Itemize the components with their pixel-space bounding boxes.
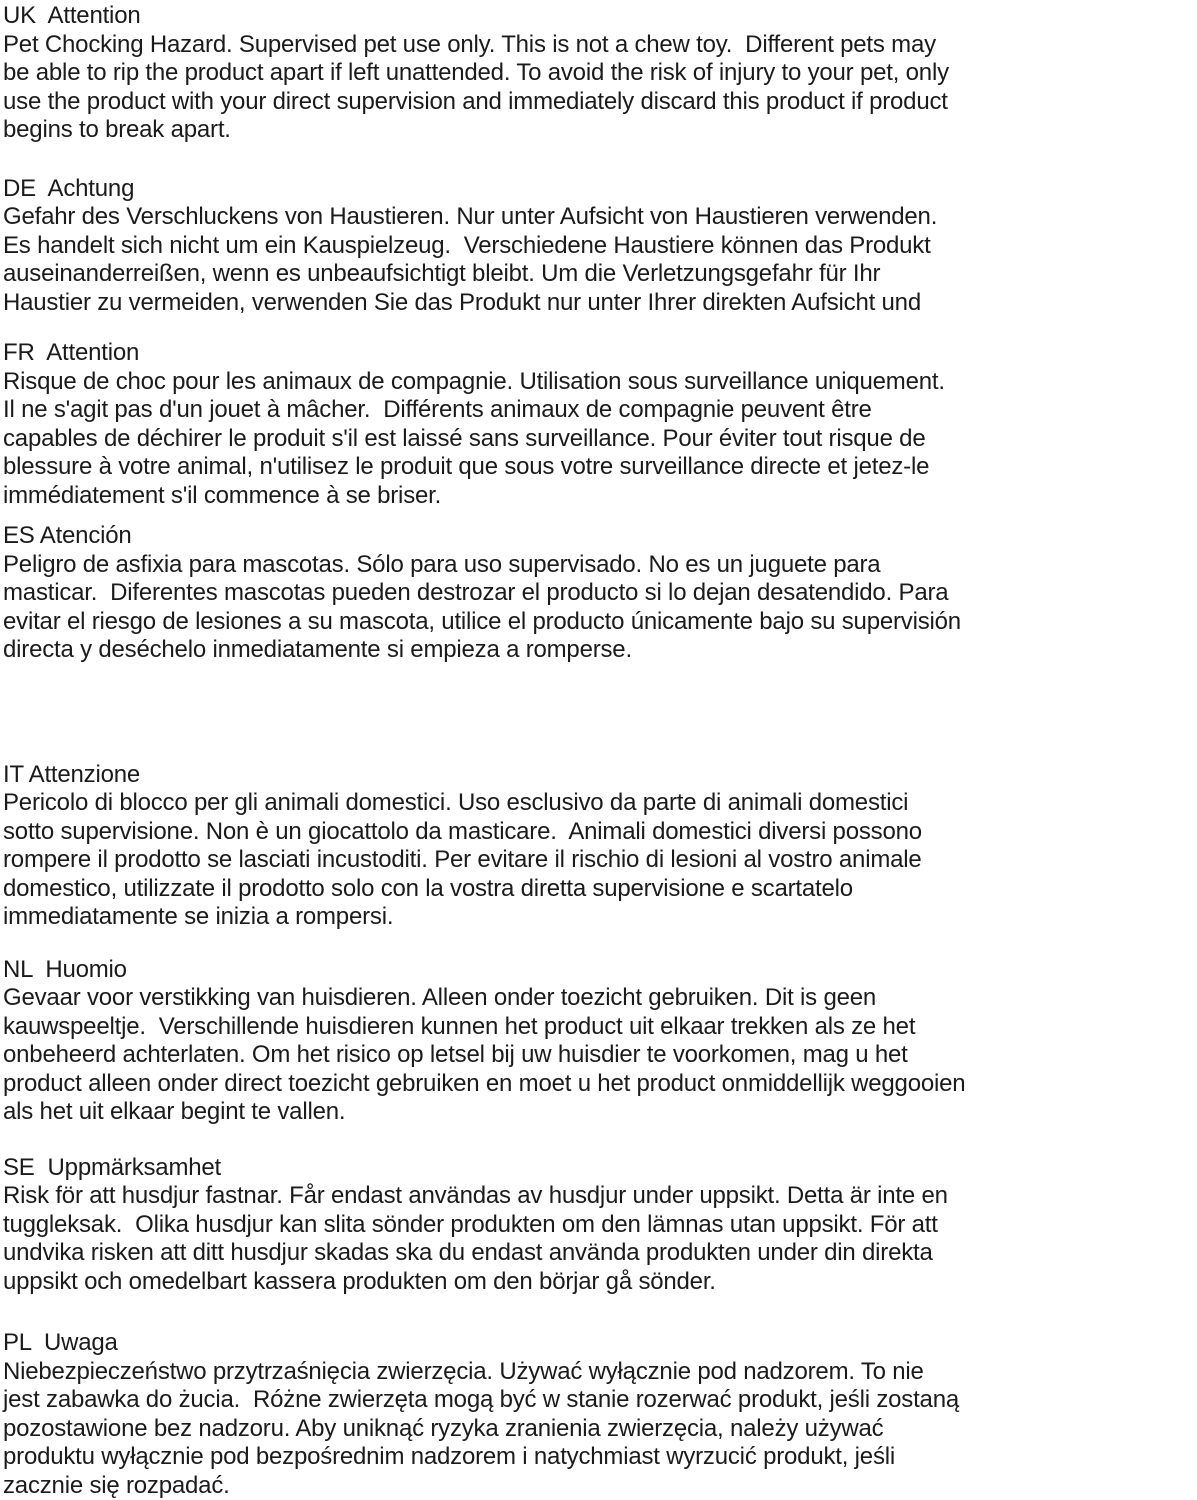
warning-section-se [3, 1154, 1193, 1297]
section-line: capables de déchirer le produit s'il est laissé sans surveillance. Pour éviter tout risque de [3, 424, 926, 452]
section-line: begins to break apart. [3, 116, 231, 143]
section-line: be able to rip the product apart if left unattended. To avoid the risk of injury to your pet, only [3, 59, 949, 86]
section-line: immediatamente se inizia a rompersi. [3, 903, 394, 930]
section-line: Il ne s'agit pas d'un jouet à mâcher. Différents animaux de compagnie peuvent être [3, 396, 872, 423]
section-line: undvika risken att ditt husdjur skadas ska du endast använda produkten under din direkta [3, 1239, 933, 1266]
section-line: Es handelt sich nicht um ein Kauspielzeug. Verschiedene Haustiere können das Produkt [3, 231, 931, 259]
section-line: als het uit elkaar begint te vallen. [3, 1098, 346, 1125]
warning-section-pl [3, 1329, 1193, 1500]
section-line: Risk för att husdjur fastnar. Får endast användas av husdjur under uppsikt. Detta är inte en [3, 1182, 948, 1209]
section-heading: ES Atención [3, 522, 132, 549]
section-line: zacznie się rozpadać. [3, 1471, 230, 1499]
section-heading: SE Uppmärksamhet [3, 1153, 222, 1181]
warning-section-it [3, 761, 1193, 932]
warning-section-uk [3, 2, 1193, 145]
section-line: Pet Chocking Hazard. Supervised pet use only. This is not a chew toy. Different pets may [3, 30, 936, 58]
warning-section-es [3, 522, 1193, 665]
section-line: evitar el riesgo de lesiones a su mascota, utilice el producto únicamente bajo su supervisión [3, 607, 961, 635]
section-line: masticar. Diferentes mascotas pueden destrozar el producto si lo dejan desatendido. Para [3, 579, 949, 606]
section-line: Pericolo di blocco per gli animali domestici. Uso esclusivo da parte di animali domestici [3, 789, 909, 816]
section-heading: FR Attention [3, 339, 140, 366]
section-line: directa y deséchelo inmediatamente si empieza a romperse. [3, 636, 632, 663]
section-line: kauwspeeltje. Verschillende huisdieren kunnen het product uit elkaar trekken als ze het [3, 1012, 916, 1040]
section-heading: PL Uwaga [3, 1329, 118, 1356]
section-line: Peligro de asfixia para mascotas. Sólo para uso supervisado. No es un juguete para [3, 550, 881, 578]
section-line: use the product with your direct supervision and immediately discard this product if product [3, 87, 948, 115]
section-heading: IT Attenzione [3, 760, 141, 788]
warning-section-fr [3, 339, 1193, 510]
section-line: Haustier zu vermeiden, verwenden Sie das Produkt nur unter Ihrer direkten Aufsicht und [3, 288, 921, 316]
section-line: rompere il prodotto se lasciati incustoditi. Per evitare il rischio di lesioni al vostro animale [3, 846, 922, 873]
section-line: blessure à votre animal, n'utilisez le produit que sous votre surveillance directe et jetez-le [3, 453, 930, 480]
section-line: auseinanderreißen, wenn es unbeaufsichtigt bleibt. Um die Verletzungsgefahr für Ihr [3, 260, 881, 287]
section-line: sotto supervisione. Non è un giocattolo da masticare. Animali domestici diversi possono [3, 817, 922, 845]
warning-section-nl [3, 956, 1193, 1127]
section-line: Risque de choc pour les animaux de compagnie. Utilisation sous surveillance uniquement. [3, 367, 945, 395]
section-line: product alleen onder direct toezicht gebruiken en moet u het product onmiddellijk weggooien [3, 1069, 966, 1097]
section-line: pozostawione bez nadzoru. Aby uniknąć ryzyka zranienia zwierzęcia, należy używać [3, 1414, 884, 1442]
section-line: domestico, utilizzate il prodotto solo con la vostra diretta supervisione e scartatelo [3, 874, 853, 902]
section-line: Gevaar voor verstikking van huisdieren. Alleen onder toezicht gebruiken. Dit is geen [3, 984, 877, 1011]
section-line: produktu wyłącznie pod bezpośrednim nadzorem i natychmiast wyrzucić produkt, jeśli [3, 1443, 896, 1470]
section-line: onbeheerd achterlaten. Om het risico op letsel bij uw huisdier te voorkomen, mag u het [3, 1041, 908, 1068]
section-heading: NL Huomio [3, 955, 127, 983]
section-line: jest zabawka do żucia. Różne zwierzęta mogą być w stanie rozerwać produkt, jeśli zostaną [3, 1386, 959, 1413]
section-heading: UK Attention [3, 2, 141, 29]
section-line: uppsikt och omedelbart kassera produkten om den börjar gå sönder. [3, 1267, 716, 1295]
section-line: Niebezpieczeństwo przytrzaśnięcia zwierzęcia. Używać wyłącznie pod nadzorem. To nie [3, 1357, 924, 1385]
section-heading: DE Achtung [3, 174, 135, 202]
section-line: tuggleksak. Olika husdjur kan slita sönder produkten om den lämnas utan uppsikt. För att [3, 1210, 938, 1238]
section-line: Gefahr des Verschluckens von Haustieren. Nur unter Aufsicht von Haustieren verwenden. [3, 203, 938, 230]
section-line: immédiatement s'il commence à se briser. [3, 481, 442, 509]
warning-section-de [3, 175, 1193, 318]
